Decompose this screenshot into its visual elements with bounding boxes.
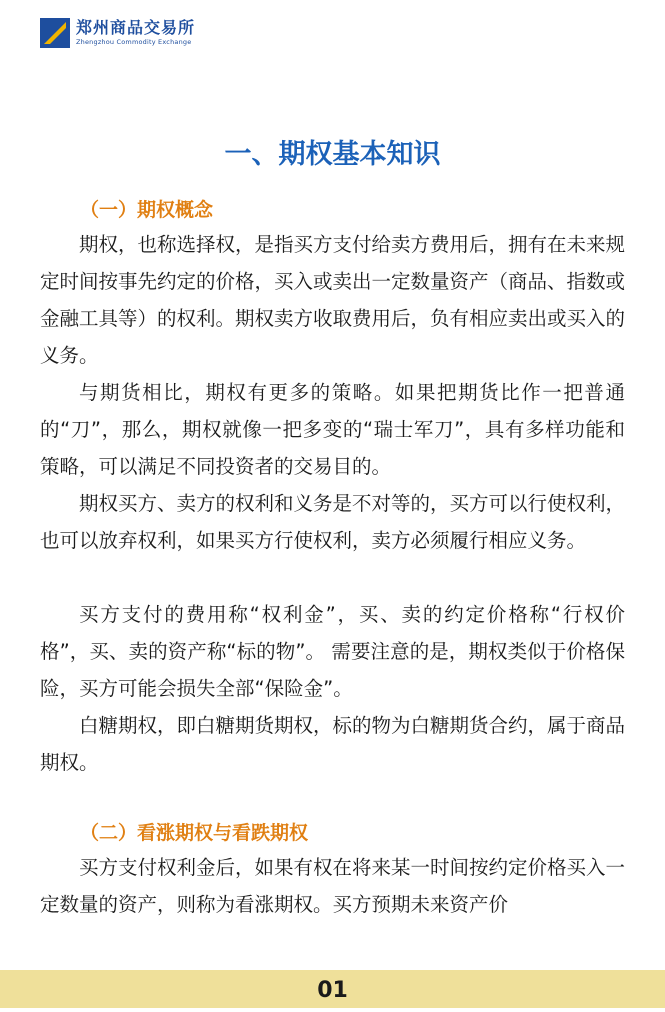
footer-band xyxy=(0,970,665,1008)
logo-text xyxy=(76,20,195,46)
logo-name-en: Zhengzhou Commodity Exchange xyxy=(76,38,192,47)
exchange-logo-icon xyxy=(40,18,70,48)
logo-name-cn: 郑州商品交易所 xyxy=(76,18,196,38)
paragraph: 与期货相比，期权有更多的策略。如果把期货比作一把普通的“刀”，那么，期权就像一把多变的“瑞士军刀”，具有多样功能和策略，可以满足不同投资者的交易目的。 xyxy=(40,381,625,478)
section-heading-option-concept: （一）期权概念 xyxy=(80,199,214,221)
paragraph: 期权，也称选择权，是指买方支付给卖方费用后，拥有在未来规定时间按事先约定的价格，买入或卖出一定数量资产（商品、指数或金融工具等）的权利。期权卖方收取费用后，负有相应卖出或买入的义务。 xyxy=(40,233,626,367)
section-heading-call-put-options: （二）看涨期权与看跌期权 xyxy=(80,822,309,844)
paragraph: 白糖期权，即白糖期货期权，标的物为白糖期货合约，属于商品期权。 xyxy=(40,714,626,774)
paragraph: 期权买方、卖方的权利和义务是不对等的，买方可以行使权利，也可以放弃权利，如果买方行使权利，卖方必须履行相应义务。 xyxy=(40,492,626,552)
exchange-logo xyxy=(40,18,195,48)
paragraph: 买方支付权利金后，如果有权在将来某一时间按约定价格买入一定数量的资产，则称为看涨期权。买方预期未来资产价 xyxy=(40,856,626,916)
paragraph: 买方支付的费用称“权利金”，买、卖的约定价格称“行权价格”，买、卖的资产称“标的物”。 需要注意的是，期权类似于价格保险，买方可能会损失全部“保险金”。 xyxy=(40,603,625,700)
page-number: 01 xyxy=(317,978,348,1003)
page-title: 一、期权基本知识 xyxy=(224,139,441,170)
